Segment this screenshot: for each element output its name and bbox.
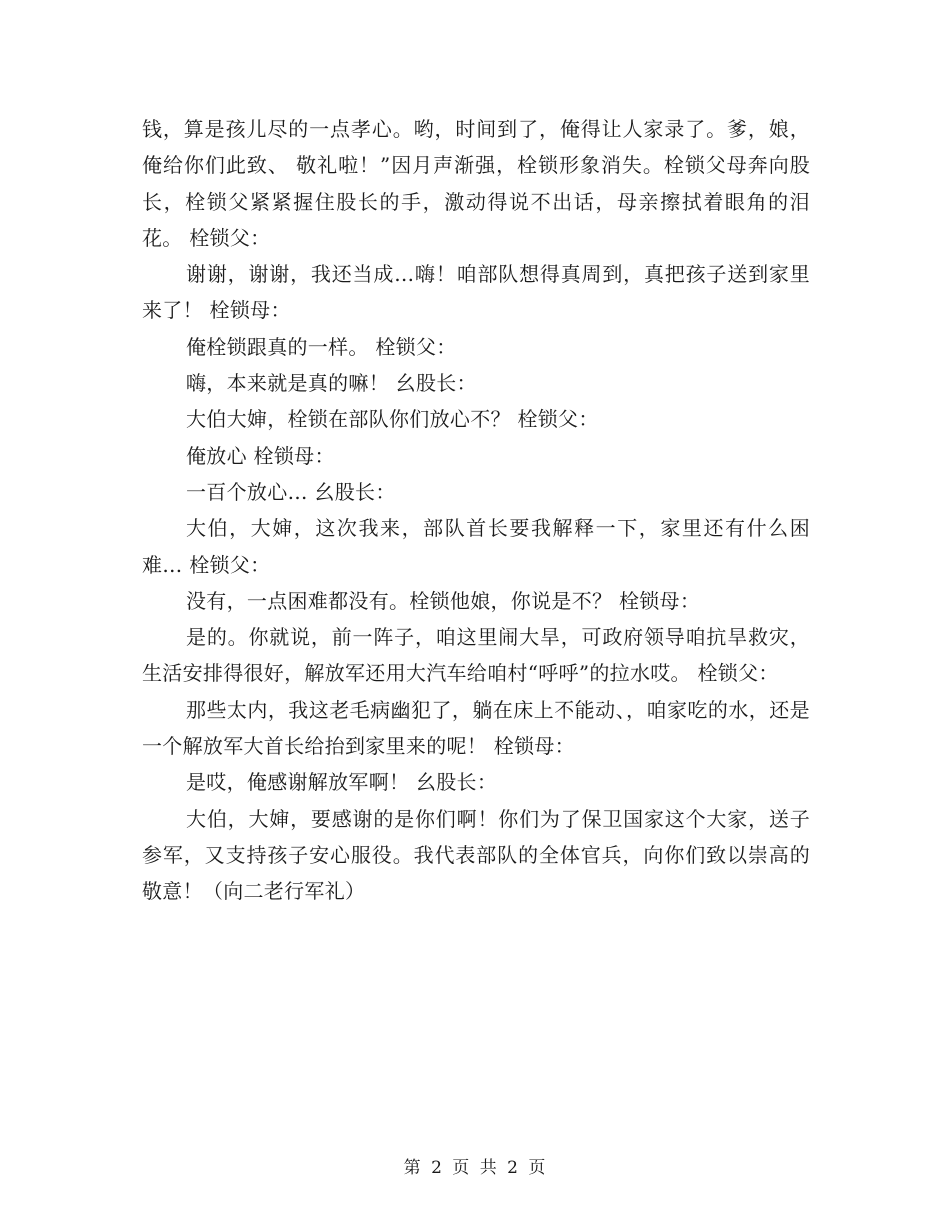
paragraph: 是哎，俺感谢解放军啊！ 幺股长：: [186, 770, 498, 795]
paragraph: 那些太内，我这老毛病幽犯了，躺在床上不能动、，咱家吃的水，还是一个解放军大首长给抬到家里来的呢！ 栓锁母：: [142, 697, 810, 759]
paragraph: 嗨，本来就是真的嘛！ 幺股长：: [186, 371, 477, 396]
paragraph: 没有，一点困难都没有。栓锁他娘，你说是不？ 栓锁母：: [186, 588, 701, 613]
paragraph: 谢谢，谢谢，我还当成…嗨！咱部队想得真周到，真把孩子送到家里来了！ 栓锁母：: [142, 262, 810, 323]
paragraph: 俺栓锁跟真的一样。 栓锁父：: [186, 334, 457, 359]
document-body: [142, 111, 810, 910]
page-number-footer: 第 2 页 共 2 页: [403, 1158, 547, 1178]
paragraph: 大伯大婶，栓锁在部队你们放心不？ 栓锁父：: [186, 407, 599, 432]
paragraph: 一百个放心… 幺股长：: [186, 479, 396, 504]
paragraph: 俺放心 栓锁母：: [186, 443, 335, 468]
paragraph: 大伯，大婶，要感谢的是你们啊！你们为了保卫国家这个大家，送子参军，又支持孩子安心服役。我代表部队的全体官兵，向你们致以崇高的敬意！（向二老行军礼）: [142, 806, 810, 904]
paragraph: 钱，算是孩儿尽的一点孝心。哟，时间到了，俺得让人家录了。爹，娘，俺给你们此致、 敬礼啦！”因月声渐强，栓锁形象消失。栓锁父母奔向股长，栓锁父紧紧握住股长的手，激动得说不出话，母亲擦拭着眼角的泪花。 栓锁父：: [142, 117, 810, 250]
paragraph: 大伯，大婶，这次我来，部队首长要我解释一下，家里还有什么困难… 栓锁父：: [142, 516, 810, 577]
paragraph: 是的。你就说，前一阵子，咱这里闹大旱，可政府领导咱抗旱救灾，生活安排得很好，解放军还用大汽车给咱村“呼呼”的拉水哎。 栓锁父：: [142, 625, 810, 686]
